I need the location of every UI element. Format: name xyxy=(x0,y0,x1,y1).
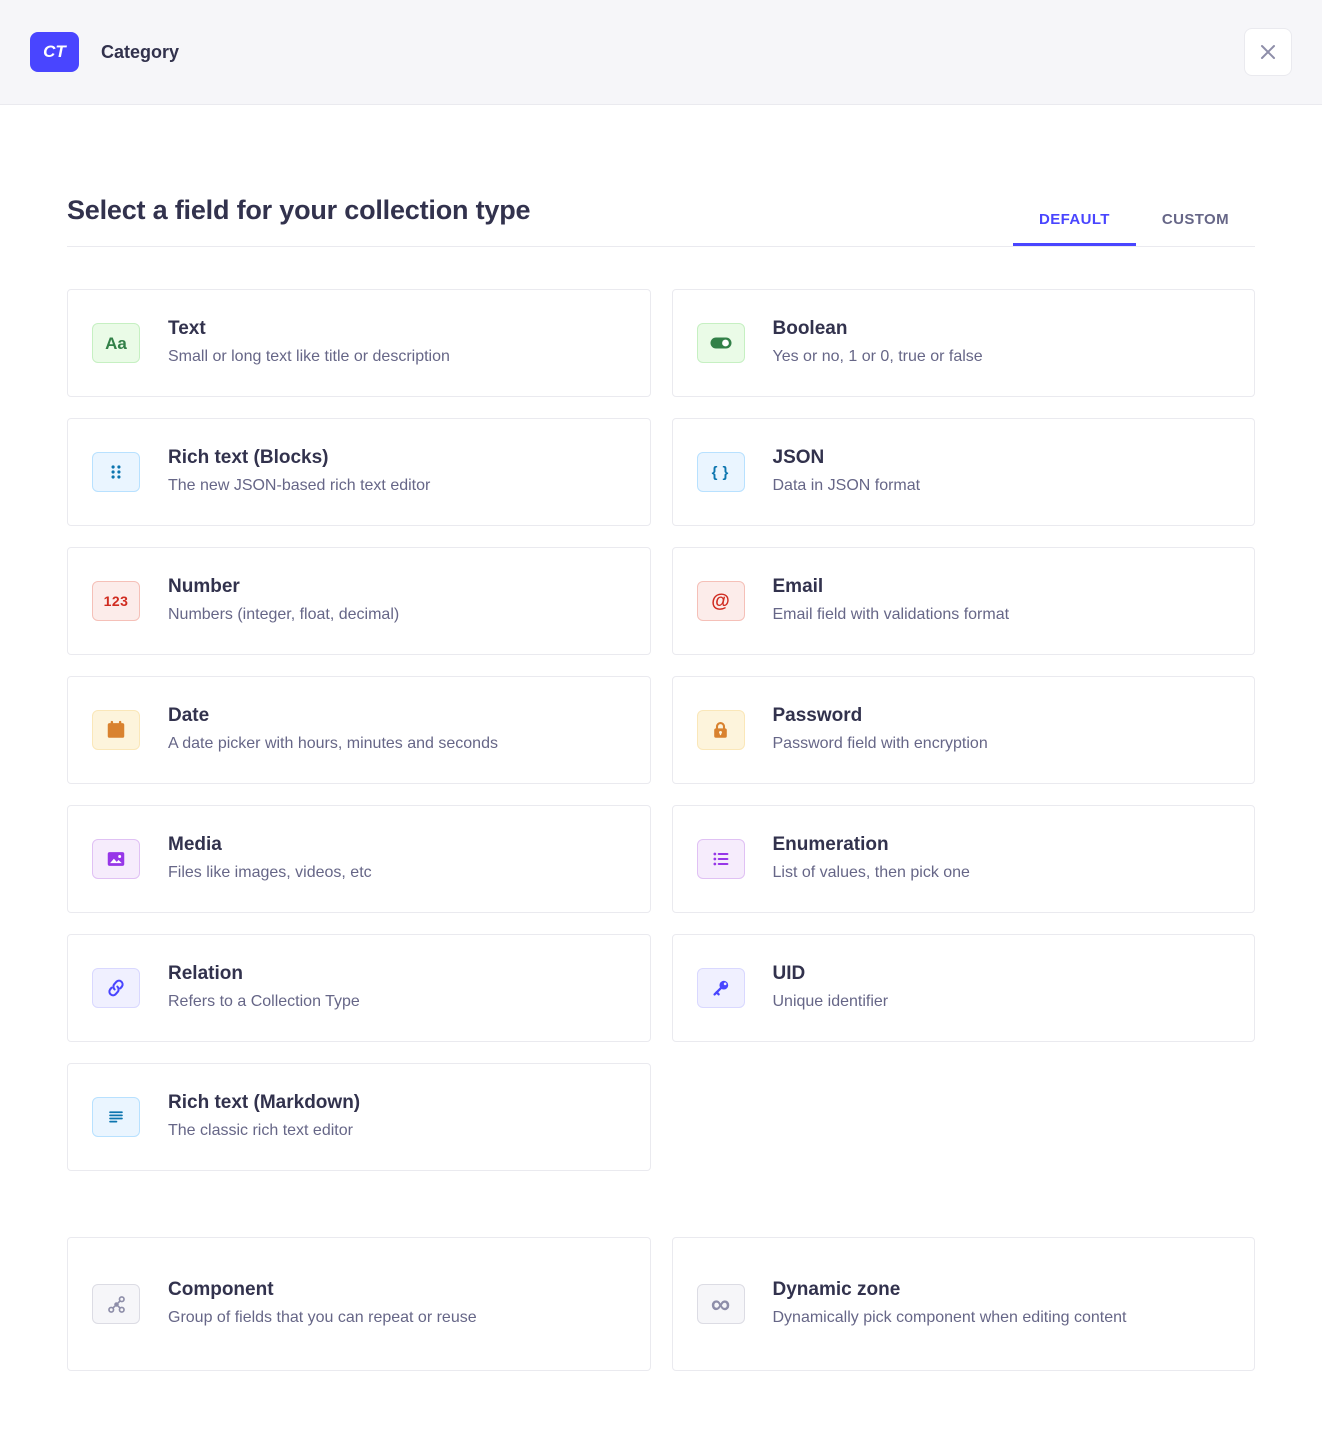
field-title: Rich text (Markdown) xyxy=(168,1091,361,1113)
field-description: Small or long text like title or description xyxy=(168,347,450,365)
field-card-component[interactable] xyxy=(67,1237,651,1371)
field-title: Boolean xyxy=(772,317,848,339)
field-description: Numbers (integer, float, decimal) xyxy=(168,605,400,623)
field-card-text xyxy=(168,576,399,626)
text-icon: Aa xyxy=(92,323,140,363)
field-title: Rich text (Blocks) xyxy=(168,446,329,468)
content-type-title: Category xyxy=(101,41,180,62)
title-row xyxy=(67,193,1255,247)
field-card-text[interactable] xyxy=(67,289,651,397)
tabs xyxy=(1013,193,1255,246)
default-fields-grid xyxy=(67,289,1255,1171)
tab-default[interactable]: DEFAULT xyxy=(1013,193,1136,246)
field-description: Yes or no, 1 or 0, true or false xyxy=(772,347,983,365)
field-card-rich-text-markdown[interactable] xyxy=(67,1063,651,1171)
calendar-icon xyxy=(92,710,140,750)
field-card-text xyxy=(773,318,983,368)
picture-icon xyxy=(92,839,140,879)
field-card-password[interactable] xyxy=(672,676,1256,784)
field-card-date[interactable] xyxy=(67,676,651,784)
content-type-badge xyxy=(30,32,79,72)
advanced-fields-grid xyxy=(67,1237,1255,1371)
lock-icon xyxy=(697,710,745,750)
blocks-dots-icon xyxy=(92,452,140,492)
bullet-list-icon xyxy=(697,839,745,879)
field-description: A date picker with hours, minutes and seconds xyxy=(168,734,498,752)
boolean-toggle-icon xyxy=(697,323,745,363)
field-description: Group of fields that you can repeat or reuse xyxy=(168,1308,477,1326)
field-card-uid[interactable] xyxy=(672,934,1256,1042)
field-card-rich-text-blocks[interactable] xyxy=(67,418,651,526)
field-card-boolean[interactable] xyxy=(672,289,1256,397)
field-card-text xyxy=(168,963,360,1013)
field-title: Email xyxy=(772,575,824,597)
field-title: JSON xyxy=(772,446,825,468)
field-title: Media xyxy=(168,833,222,855)
field-card-number[interactable] xyxy=(67,547,651,655)
field-card-text xyxy=(168,834,372,884)
field-description: List of values, then pick one xyxy=(772,863,970,881)
email-at-icon: @ xyxy=(697,581,745,621)
number-123-icon: 123 xyxy=(92,581,140,621)
field-card-text xyxy=(168,1092,360,1142)
field-card-text xyxy=(773,834,970,884)
field-card-dynamic-zone[interactable] xyxy=(672,1237,1256,1371)
field-card-text xyxy=(168,1279,477,1329)
field-description: Data in JSON format xyxy=(772,476,921,494)
field-title: Number xyxy=(168,575,240,597)
markdown-lines-icon xyxy=(92,1097,140,1137)
field-title: Date xyxy=(168,704,210,726)
field-description: Email field with validations format xyxy=(772,605,1010,623)
field-title: Relation xyxy=(168,962,243,984)
key-icon xyxy=(697,968,745,1008)
field-description: Password field with encryption xyxy=(772,734,988,752)
close-icon xyxy=(1258,42,1278,62)
field-description: Dynamically pick component when editing content xyxy=(772,1308,1127,1326)
field-card-text xyxy=(773,1279,1127,1329)
field-title: Dynamic zone xyxy=(772,1278,901,1300)
infinity-icon: ∞ xyxy=(697,1284,745,1324)
component-nodes-icon xyxy=(92,1284,140,1324)
field-card-enumeration[interactable] xyxy=(672,805,1256,913)
field-description: The classic rich text editor xyxy=(168,1121,353,1139)
field-description: Refers to a Collection Type xyxy=(168,992,360,1010)
page-title: Select a field for your collection type xyxy=(67,195,531,225)
field-card-json[interactable] xyxy=(672,418,1256,526)
field-card-email[interactable] xyxy=(672,547,1256,655)
field-title: UID xyxy=(772,962,806,984)
badge-label: CT xyxy=(43,42,66,61)
field-card-text xyxy=(168,318,450,368)
field-title: Enumeration xyxy=(772,833,889,855)
tab-custom[interactable]: CUSTOM xyxy=(1161,211,1229,228)
field-picker-body xyxy=(0,193,1322,1431)
field-card-text xyxy=(773,705,988,755)
field-title: Password xyxy=(772,704,863,726)
field-card-relation[interactable] xyxy=(67,934,651,1042)
field-card-text xyxy=(773,963,889,1013)
field-card-text xyxy=(773,576,1010,626)
field-card-text xyxy=(168,447,430,497)
field-title: Text xyxy=(168,317,206,339)
modal-header xyxy=(0,0,1322,105)
link-icon xyxy=(92,968,140,1008)
field-card-text xyxy=(773,447,921,497)
field-description: Unique identifier xyxy=(772,992,889,1010)
close-button[interactable] xyxy=(1244,28,1292,76)
field-card-media[interactable] xyxy=(67,805,651,913)
field-description: The new JSON-based rich text editor xyxy=(168,476,431,494)
json-braces-icon: { } xyxy=(697,452,745,492)
field-card-text xyxy=(168,705,498,755)
field-description: Files like images, videos, etc xyxy=(168,863,372,881)
field-title: Component xyxy=(168,1278,274,1300)
